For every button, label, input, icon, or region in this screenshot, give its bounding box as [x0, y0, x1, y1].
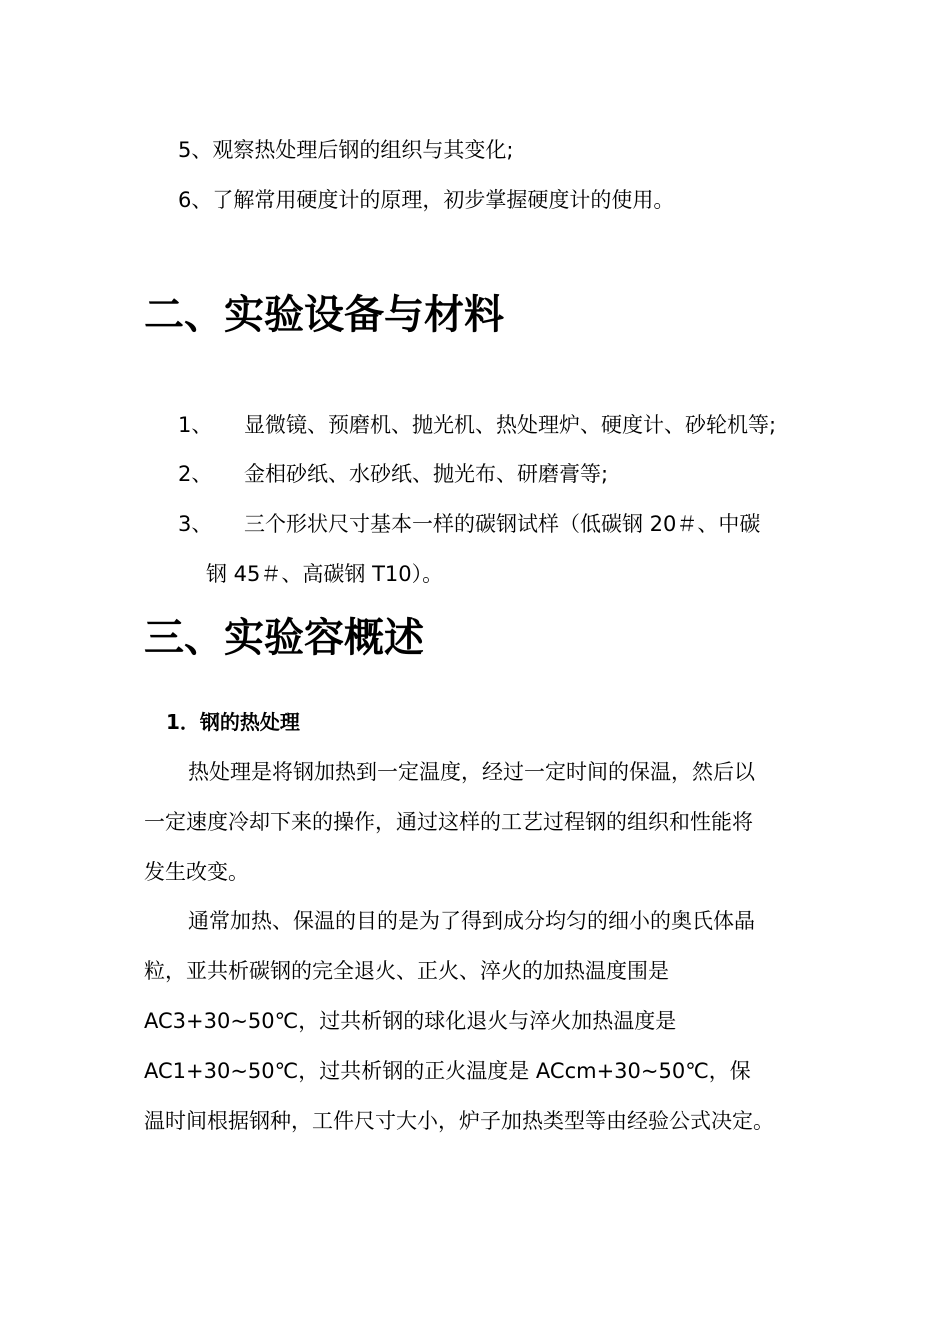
paragraph-line: 通常加热、保温的目的是为了得到成分均匀的细小的奥氏体晶	[188, 909, 755, 933]
list-item-number: 3、	[178, 512, 213, 536]
paragraph-line: AC1+30~50℃，过共析钢的正火温度是 ACcm+30~50℃，保	[144, 1059, 751, 1083]
paragraph-line: AC3+30~50℃，过共析钢的球化退火与淬火加热温度是	[144, 1009, 677, 1033]
paragraph-line: 温时间根据钢种，工件尺寸大小，炉子加热类型等由经验公式决定。	[144, 1109, 774, 1133]
section-heading-equipment: 二、实验设备与材料	[144, 292, 504, 338]
list-item-text: 三个形状尺寸基本一样的碳钢试样（低碳钢 20＃、中碳	[244, 512, 761, 536]
list-item-number: 2、	[178, 462, 213, 486]
paragraph-line: 热处理是将钢加热到一定温度，经过一定时间的保温，然后以	[188, 760, 755, 784]
paragraph-line: 一定速度冷却下来的操作，通过这样的工艺过程钢的组织和性能将	[144, 810, 753, 834]
section-heading-overview: 三、实验容概述	[144, 615, 424, 661]
paragraph-line: 粒，亚共析碳钢的完全退火、正火、淬火的加热温度围是	[144, 959, 669, 983]
paragraph-line: 发生改变。	[144, 860, 249, 884]
objective-item-5: 5、观察热处理后钢的组织与其变化;	[178, 138, 514, 162]
list-item-text: 显微镜、预磨机、抛光机、热处理炉、硬度计、砂轮机等;	[244, 413, 777, 437]
objective-item-6: 6、了解常用硬度计的原理，初步掌握硬度计的使用。	[178, 188, 675, 212]
subsection-heading: 1．钢的热处理	[166, 710, 300, 734]
list-item-text: 金相砂纸、水砂纸、抛光布、研磨膏等;	[244, 462, 609, 486]
list-item-text-continuation: 钢 45＃、高碳钢 T10）。	[206, 562, 444, 586]
list-item-number: 1、	[178, 413, 213, 437]
